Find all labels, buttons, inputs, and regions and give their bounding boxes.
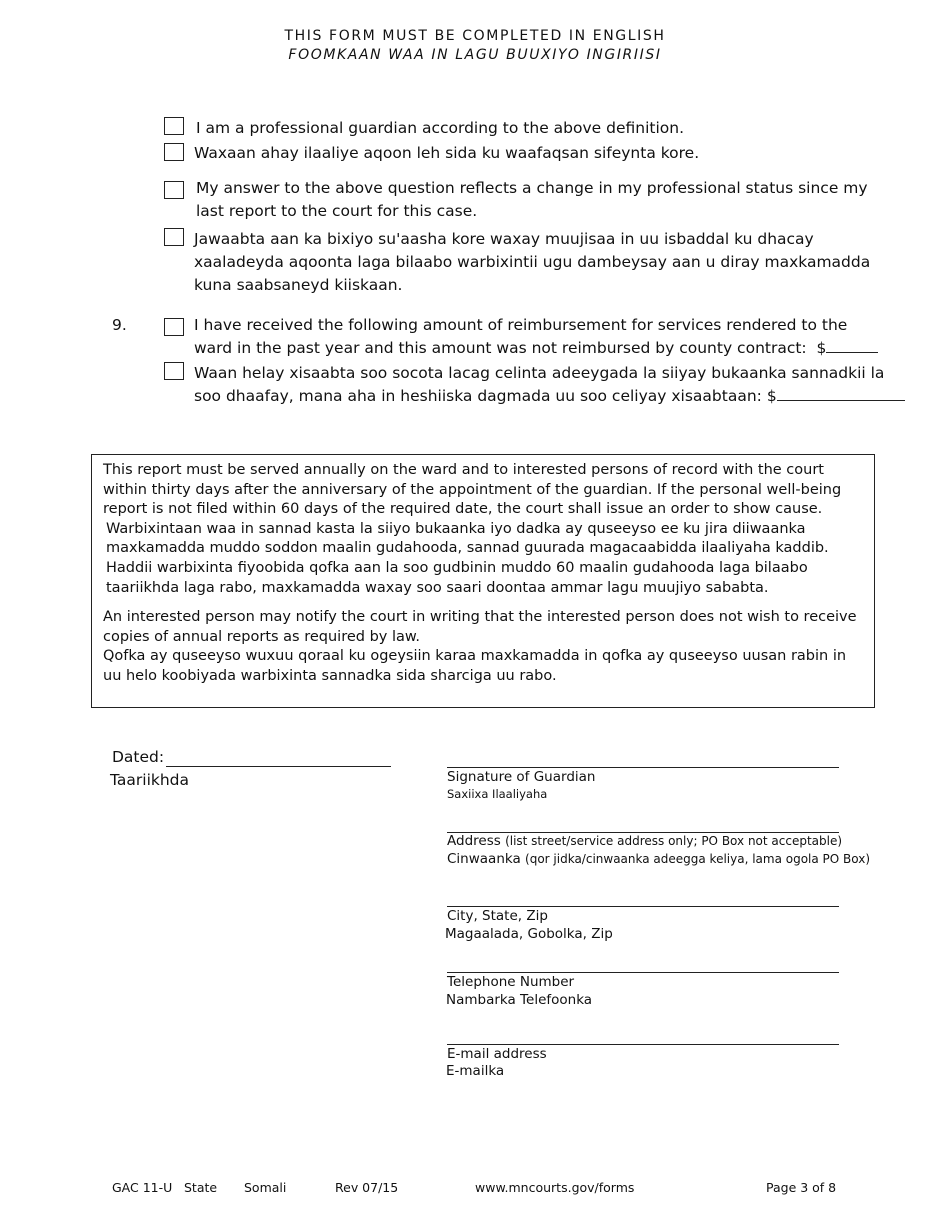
professional-guardian-label-so: Waxaan ahay ilaaliye aqoon leh sida ku waafaqsan sifeynta kore. <box>194 144 700 162</box>
email-field[interactable] <box>447 1044 839 1045</box>
telephone-label-en: Telephone Number <box>447 974 575 990</box>
status-change-label-so: Jawaabta aan ka bixiyo su'aasha kore waxay muujisaa in uu isbaddal ku dhacay xaaladeyda aqoonta laga bilaabo warbixintii ugu dambeysay aan u diray maxkamadda kuna saabsaneyd kiiskaan. <box>194 230 871 294</box>
address-label-so: Cinwaanka (qor jidka/cinwaanka adeegga keliya, lama ogola PO Box) <box>447 851 871 867</box>
reimbursement-label-so: Waan helay xisaabta soo socota lacag celinta adeeygada la siiyay bukaanka sannadkii la soo dhaafay, mana aha in heshiiska dagmada uu soo celiyay xisaabtaan: $ <box>194 362 905 408</box>
footer-language: Somali <box>244 1180 287 1195</box>
address-label-en: Address (list street/service address only; PO Box not acceptable) <box>447 833 843 849</box>
professional-guardian-checkbox-so[interactable] <box>164 143 184 161</box>
reimbursement-amount-field[interactable] <box>826 338 878 353</box>
reimbursement-checkbox-so[interactable] <box>164 362 184 380</box>
header-english-required: THIS FORM MUST BE COMPLETED IN ENGLISH <box>284 28 666 44</box>
email-label-so: E-mailka <box>446 1063 505 1079</box>
professional-guardian-label-en: I am a professional guardian according to the above definition. <box>196 119 685 137</box>
footer-page-number: Page 3 of 8 <box>766 1180 837 1195</box>
reimbursement-label-en: I have received the following amount of reimbursement for services rendered to the ward in the past year and this amount was not reimbursed by county contract: $ <box>194 314 878 360</box>
telephone-label-so: Nambarka Telefoonka <box>446 992 593 1008</box>
signature-label-so: Saxiixa Ilaaliyaha <box>447 787 548 801</box>
reimbursement-amount-field-so[interactable] <box>777 386 905 401</box>
header-somali-required: FOOMKAAN WAA IN LAGU BUUXIYO INGIRIISI <box>288 47 662 63</box>
dated-label-so: Taariikhda <box>110 771 190 789</box>
status-change-label-en: My answer to the above question reflects a change in my professional status since my last report to the court for this case. <box>196 179 868 220</box>
status-change-checkbox-so[interactable] <box>164 228 184 246</box>
footer-form-number: GAC 11-U <box>112 1180 173 1195</box>
service-notice-box: This report must be served annually on the ward and to interested persons of record with the court within thirty days after the anniversary of the appointment of the guardian. If the personal well-being report is not filed within 60 days of the required date, the court shall issue an order to show cause. Warbixintaan waa in sannad kasta la siiyo bukaanka iyo dadka ay quseeyso ee ku jira diiwaanka maxkamadda muddo soddon maalin gudahooda, sannad guurada magacaabidda ilaaliyaha kaddib. Haddii warbixinta fiyoobida qofka aan la soo gudbinin muddo 60 maalin gudahooda laga bilaabo taariikhda laga rabo, maxkamadda waxay soo saari doontaa ammar lagu muujiyo sababta. An interested person may notify the court in writing that the interested person does not wish to receive copies of annual reports as required by law. Qofka ay quseeyso wuxuu qoraal ku ogeysiin karaa maxkamadda in qofka ay quseeyso uusan rabin in uu helo koobiyada warbixinta sannadka sida sharciga uu rabo. <box>91 454 875 708</box>
email-label-en: E-mail address <box>447 1046 547 1062</box>
city-state-zip-label-so: Magaalada, Gobolka, Zip <box>445 926 613 942</box>
reimbursement-checkbox[interactable] <box>164 318 184 336</box>
footer-state: State <box>184 1180 218 1195</box>
dated-label: Dated: <box>112 748 165 766</box>
status-change-checkbox[interactable] <box>164 181 184 199</box>
dated-field[interactable] <box>166 766 391 767</box>
footer-revision: Rev 07/15 <box>335 1180 399 1195</box>
city-state-zip-field[interactable] <box>447 906 839 907</box>
city-state-zip-label-en: City, State, Zip <box>447 908 548 924</box>
professional-guardian-checkbox[interactable] <box>164 117 184 135</box>
signature-field[interactable] <box>447 767 839 768</box>
telephone-field[interactable] <box>447 972 839 973</box>
question-9-number: 9. <box>112 316 127 334</box>
footer-url[interactable]: www.mncourts.gov/forms <box>475 1180 635 1195</box>
signature-label-en: Signature of Guardian <box>447 769 596 785</box>
